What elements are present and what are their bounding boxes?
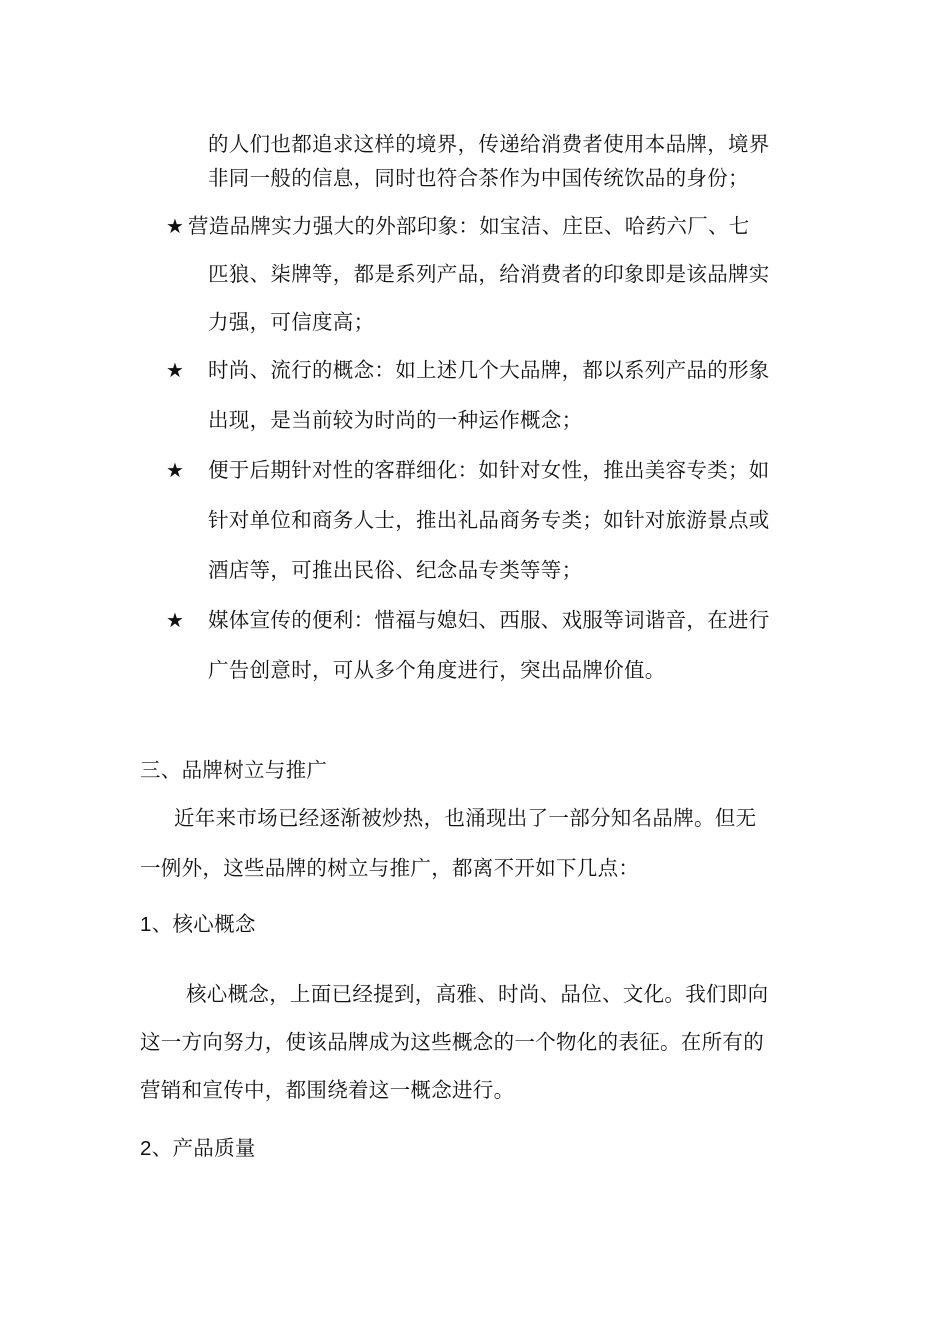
bullet-1-line-2: 匹狼、柒牌等，都是系列产品，给消费者的印象即是该品牌实	[208, 262, 770, 286]
star-bullet-icon: ★	[166, 608, 184, 632]
item-1-number: 1	[140, 913, 152, 936]
star-bullet-icon: ★	[166, 358, 184, 382]
star-bullet-icon: ★	[166, 214, 184, 238]
section-para-line-1: 近年来市场已经逐渐被炒热，也涌现出了一部分知名品牌。但无	[174, 806, 757, 830]
section-heading: 三、品牌树立与推广	[140, 758, 328, 782]
bullet-4-line-1: 媒体宣传的便利：惜福与媳妇、西服、戏服等词谐音，在进行	[208, 608, 770, 632]
bullet-2-line-1: 时尚、流行的概念：如上述几个大品牌，都以系列产品的形象	[208, 358, 770, 382]
bullet-2-line-2: 出现，是当前较为时尚的一种运作概念；	[208, 408, 583, 432]
star-bullet-icon: ★	[166, 458, 184, 482]
item-1-title: 、核心概念	[151, 912, 256, 936]
item-2-number: 2	[140, 1137, 152, 1160]
item-1-para-line-2: 这一方向努力，使该品牌成为这些概念的一个物化的表征。在所有的	[140, 1030, 764, 1054]
bullet-3-line-1: 便于后期针对性的客群细化：如针对女性，推出美容专类；如	[208, 458, 770, 482]
bullet-3-line-2: 针对单位和商务人士，推出礼品商务专类；如针对旅游景点或	[208, 508, 770, 532]
item-2-title: 、产品质量	[151, 1136, 256, 1160]
item-1-heading	[140, 912, 256, 937]
intro-line-1: 的人们也都追求这样的境界，传递给消费者使用本品牌，境界	[208, 132, 770, 156]
bullet-1-line-3: 力强，可信度高；	[208, 310, 375, 334]
item-2-heading	[140, 1136, 256, 1161]
bullet-1-line-1: 营造品牌实力强大的外部印象：如宝洁、庄臣、哈药六厂、七	[188, 214, 750, 238]
item-1-para-line-1: 核心概念，上面已经提到，高雅、时尚、品位、文化。我们即向	[186, 982, 769, 1006]
bullet-3-line-3: 酒店等，可推出民俗、纪念品专类等等；	[208, 558, 583, 582]
intro-line-2: 非同一般的信息，同时也符合茶作为中国传统饮品的身份；	[208, 166, 749, 190]
item-1-para-line-3: 营销和宣传中，都围绕着这一概念进行。	[140, 1078, 515, 1102]
bullet-4-line-2: 广告创意时，可从多个角度进行，突出品牌价值。	[208, 658, 666, 682]
section-para-line-2: 一例外，这些品牌的树立与推广，都离不开如下几点：	[140, 856, 640, 880]
